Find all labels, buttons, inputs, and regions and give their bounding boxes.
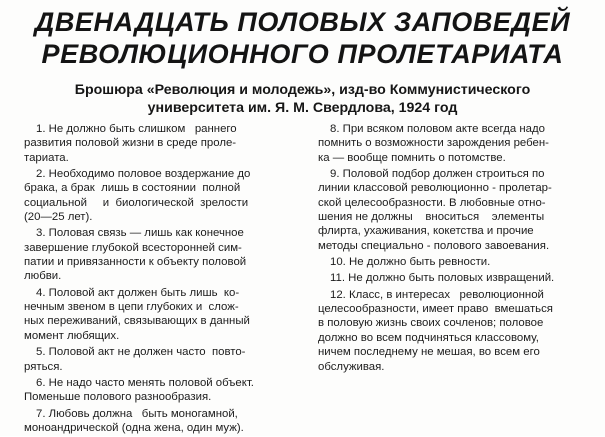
commandment-item — [24, 376, 320, 405]
commandment-line: тариата. — [24, 151, 69, 164]
commandment-line: помнить о возможности зарождения ребен- — [318, 137, 549, 150]
commandment-line: 10. Не должно быть ревности. — [330, 256, 491, 269]
commandment-line: 4. Половой акт должен быть лишь ко- — [36, 286, 240, 299]
commandment-item — [24, 345, 320, 374]
commandment-item — [318, 288, 594, 374]
commandment-line: ской целесообразности. В любовные отно- — [318, 196, 546, 209]
commandments-column-right — [318, 122, 594, 376]
commandment-line: методы специально - полового завоевания. — [318, 239, 550, 252]
commandment-item — [24, 407, 320, 436]
commandment-line: патии и привязанности к объекту половой — [24, 256, 247, 269]
commandment-item — [318, 255, 594, 269]
source-line-2: университета им. Я. М. Свердлова, 1924 год — [147, 100, 458, 116]
commandment-item — [318, 167, 594, 253]
commandment-line: линии классовой революционно - пролетар- — [318, 182, 552, 195]
commandment-item — [24, 167, 320, 224]
commandment-line: ряться. — [24, 360, 63, 373]
commandment-line: Поменьше полового разнообразия. — [24, 391, 212, 404]
commandment-line: целесообразности, имеет право вмешаться — [318, 303, 553, 316]
headline-line-1: ДВЕНАДЦАТЬ ПОЛОВЫХ ЗАПОВЕДЕЙ — [34, 7, 571, 37]
commandment-line: 3. Половая связь — лишь как конечное — [36, 227, 244, 240]
commandment-line: 12. Класс, в интересах революционной — [330, 288, 544, 301]
commandment-item — [318, 271, 594, 285]
commandment-line: момент любящих. — [24, 329, 120, 342]
commandment-line: 6. Не надо часто менять половой объект. — [36, 376, 254, 389]
commandment-line: должно во всем подчиняться классовому, — [318, 331, 539, 344]
commandment-line: 2. Необходимо половое воздержание до — [36, 168, 251, 181]
commandment-item — [24, 286, 320, 343]
commandment-line: 8. При всяком половом акте всегда надо — [330, 123, 545, 135]
commandment-line: 7. Любовь должна быть моногамной, — [36, 407, 238, 420]
commandment-line: брака, а брак лишь в состоянии полной — [24, 182, 241, 195]
commandment-line: ных переживаний, связывающих в данный — [24, 315, 250, 328]
commandment-line: завершение глубокой всесторонней сим- — [24, 241, 242, 254]
source-line-1: Брошюра «Революция и молодежь», изд-во Коммунистического — [74, 82, 531, 98]
headline-line-2: РЕВОЛЮЦИОННОГО ПРОЛЕТАРИАТА — [41, 39, 564, 69]
commandment-line: социальной и биологической зрелости — [24, 196, 249, 209]
commandment-line: 11. Не должно быть половых извращений. — [330, 272, 555, 285]
commandments-column-left — [24, 122, 320, 437]
commandment-line: ка — вообще помнить о потомстве. — [318, 151, 506, 164]
commandment-line: любви. — [24, 270, 62, 283]
commandment-line: 1. Не должно быть слишком раннего — [36, 123, 237, 135]
commandment-line: (20—25 лет). — [24, 211, 93, 224]
commandment-line: ничем последнему не мешая, во всем его — [318, 346, 540, 359]
commandment-item — [318, 122, 594, 165]
commandment-line: 9. Половой подбор должен строиться по — [330, 168, 545, 181]
commandment-item — [24, 122, 320, 165]
commandment-line: обслуживая. — [318, 360, 385, 373]
commandment-line: нечным звеном в цепи глубоких и слож- — [24, 301, 239, 314]
commandment-item — [24, 226, 320, 283]
commandment-line: развития половой жизни в среде проле- — [24, 137, 237, 150]
commandment-line: в половую жизнь своих сочленов; половое — [318, 317, 544, 330]
commandment-line: 5. Половой акт не должен часто повто- — [36, 346, 246, 359]
commandment-line: флирта, ухаживания, кокетства и прочие — [318, 225, 534, 238]
commandment-line: шения не должны вноситься элементы — [318, 211, 545, 224]
commandment-line: моноандрической (одна жена, один муж). — [24, 421, 244, 434]
